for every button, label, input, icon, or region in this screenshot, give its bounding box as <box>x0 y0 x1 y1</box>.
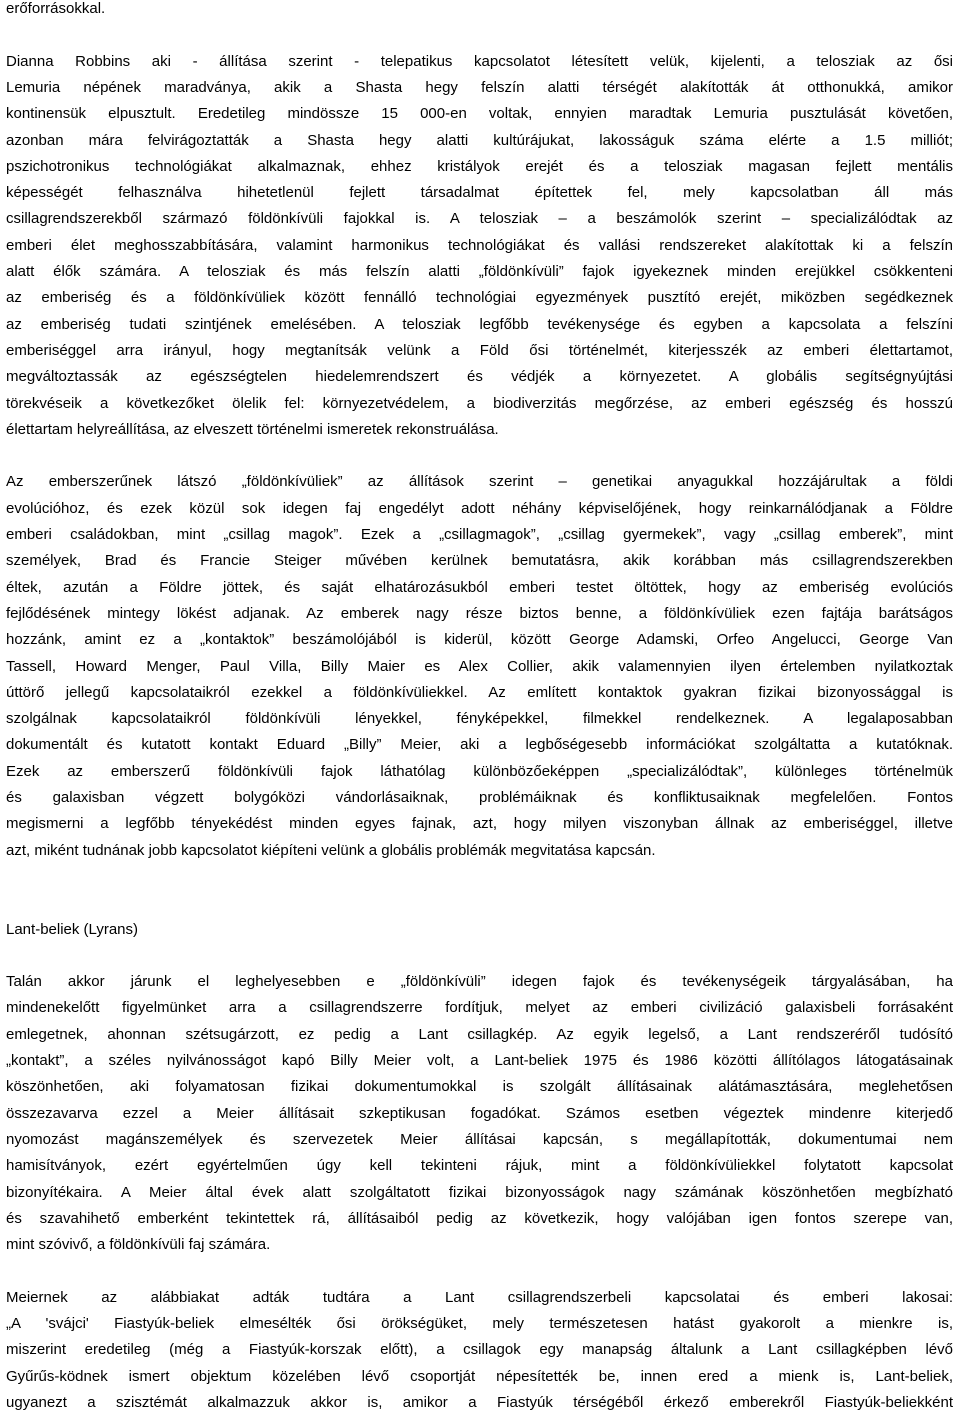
text-line: Lemuria népének maradványa, akik a Shasta hegy felszín alatti térségét alakították át otthonukká, amikor <box>6 78 953 96</box>
text-line: Ezek az emberszerű földönkívüli fajok láthatólag különbözőeképpen „specializálódtak”, különleges történelmük <box>6 762 953 780</box>
text-line: emberiséggel arra irányul, hogy megtanítsák velünk a Föld ősi történelmét, kiterjesszék az emberi élettartamot, <box>6 341 953 359</box>
text-line: „kontakt”, a széles nyilvánosságot kapó Billy Meier volt, a Lant-beliek 1975 és 1986 közötti állítólagos látogatásainak <box>6 1052 953 1069</box>
text-line: Gyűrűs-ködnek ismert objektum közelében lévő csoportját népesítették be, innen ered a mienk is, Lant-beliek, <box>6 1367 953 1385</box>
text-line: „A 'svájci' Fiastyúk-beliek elmesélték ősi örökségüket, mely természetesen hatást gyakorolt a mienkre is, <box>6 1315 953 1332</box>
text-line: hamisítványok, ezért egyértelműen úgy kell tekinteni rájuk, mint a földönkívüliekkel folytatott kapcsolat <box>6 1157 953 1175</box>
text-line: Talán akkor járunk el leghelyesebben e „földönkívüli” idegen fajok és tevékenységeik tárgyalásában, ha <box>6 973 953 991</box>
text-line: köszönhetően, aki folyamatosan fizikai dokumentumokkal is szolgált állításainak alátámasztására, meglehetősen <box>6 1078 953 1096</box>
text-line: azt, miként tudnának jobb kapcsolatot kiépíteni velünk a globális problémák megvitatása kapcsán. <box>6 841 656 859</box>
text-line: azonban mára felvirágoztatták a Shasta hegy alatti kultúrájukat, lakosságuk száma elérte a 1.5 milliót; <box>6 131 953 149</box>
text-line: emberi élet meghosszabbítására, valamint harmonikus technológiákat és vallási rendszereket alakítottak ki a felszín <box>6 236 953 254</box>
text-line: összezavarva ezzel a Meier állításait szkeptikusan fogadókat. Számos esetben végeztek mindenre kiterjedő <box>6 1104 953 1122</box>
text-line: hozzánk, amint ez a „kontaktok” beszámolójából is kiderül, között George Adamski, Orfeo Angelucci, George Van <box>6 631 953 649</box>
text-line: képességét felhasználva hihetetlenül fejlett társadalmat építettek fel, mely kapcsolatban áll más <box>6 184 953 202</box>
text-line: megváltoztassák az egészségtelen hiedelemrendszert és védjék a környezetet. A globális segítségnyújtási <box>6 368 953 386</box>
text-line: éltek, azután a Földre jöttek, és saját elhatározásukból emberi testet öltöttek, hogy az emberiség evolúciós <box>6 578 953 596</box>
text-line: Dianna Robbins aki - állítása szerint - telepatikus kapcsolatot létesített velük, kijelenti, a telosziak az ősi <box>6 52 953 70</box>
text-line: Lant-beliek (Lyrans) <box>6 920 139 938</box>
text-line: és szavahihető emberként tekintettek rá, állításaiból pedig az következik, hogy valójában igen fontos szerepe van, <box>6 1209 953 1227</box>
text-line: kontinensük elpusztult. Eredetileg mindössze 15 000-en voltak, ennyien maradtak Lemuria pusztulását követően, <box>6 105 953 123</box>
text-line: Az emberszerűnek látszó „földönkívüliek” az állítások szerint – genetikai anyagukkal hozzájárultak a földi <box>6 473 953 491</box>
text-line: az emberiség tudati szintjének emelésében. A telosziak legfőbb tevékenysége és egyben a kapcsolata a felszíni <box>6 315 953 333</box>
text-line: Tassell, Howard Menger, Paul Villa, Billy Maier es Alex Collier, akik valamennyien ilyen értelemben nyilatkoztak <box>6 657 953 675</box>
text-line: megismerni a legfőbb tényekédést minden egyes fajnak, azt, hogy milyen viszonyban állnak az emberiséggel, illetve <box>6 815 953 833</box>
text-line: szolgálnak kapcsolataikról földönkívüli lényekkel, fényképekkel, filmekkel rendelkeznek. A legalaposabban <box>6 710 953 728</box>
text-line: személyek, Brad és Francie Steiger művében kerülnek bemutatásra, akik korábban más csillagrendszerekben <box>6 552 953 570</box>
text-line: mint szóvivő, a földönkívüli faj számára. <box>6 1236 271 1254</box>
text-line: élettartam helyreállítása, az elveszett történelmi ismeretek rekonstruálása. <box>6 420 499 438</box>
text-line: emlegetnek, ahonnan szétsugárzott, ez pedig a Lant csillagkép. Az egyik legelső, a Lant rendszeréről tudósító <box>6 1025 953 1043</box>
text-line: dokumentált és kutatott kontakt Eduard „Billy” Meier, aki a legbőségesebb információkat szolgáltatta a kutatóknak. <box>6 736 953 754</box>
text-line: miszerint eredetileg (még a Fiastyúk-korszak előtt), a csillagok egy manapság általunk a Lant csillagképben lévő <box>6 1341 953 1359</box>
text-line: úttörő jellegű kapcsolataikról ezekkel a földönkívüliekkel. Az említett kontaktok gyakran fizikai bizonyossággal is <box>6 683 953 701</box>
text-line: nyomozást magánszemélyek és szervezetek Meier állításai kapcsán, s megállapították, dokumentumai nem <box>6 1130 953 1148</box>
text-line: mindenekelőtt figyelmünket arra a csillagrendszerre fordítjuk, melyet az emberi civilizáció galaxisbeli forrásaként <box>6 999 953 1017</box>
text-line: emberi családokban, mint „csillag magok”. Ezek a „csillagmagok”, „csillag gyermekek”, vagy „csillag emberek”, mint <box>6 526 953 543</box>
text-line: alatt élők számára. A telosziak és más felszín alatti „földönkívüli” fajok igyekeznek minden erejükkel csökkenteni <box>6 263 953 280</box>
text-line: fejlődésének mintegy lökést adjanak. Az emberek nagy része biztos benne, a földönkívüliek ezen fajtája barátságos <box>6 604 953 622</box>
text-line: bizonyítékaira. A Meier által évek alatt szolgáltatott fizikai bizonyosságok nagy számának köszönhetően megbízható <box>6 1183 953 1201</box>
text-line: erőforrásokkal. <box>6 0 106 17</box>
text-line: az emberiség és a földönkívüliek között fennálló technológiai egyezmények pusztító erejét, miközben segédkeznek <box>6 289 953 307</box>
text-line: törekvéseik a következőket ölelik fel: környezetvédelem, a biodiverzitás megőrzése, az emberi egészség és hosszú <box>6 394 953 412</box>
text-line: pszichotronikus technológiákat alkalmaznak, ehhez kristályok erejét és a telosziak magasan fejlett mentális <box>6 157 953 175</box>
text-line: Meiernek az alábbiakat adták tudtára a Lant csillagrendszerbeli kapcsolatai és emberi lakosai: <box>6 1288 953 1306</box>
text-line: és galaxisban végzett bolygóközi vándorlásaiknak, problémáiknak és konfliktusaiknak megfelelően. Fontos <box>6 789 953 806</box>
text-line: csillagrendszerekből származó földönkívüli fajokkal is. A telosziak – a beszámolók szerint – specializálódtak az <box>6 210 953 228</box>
text-line: ugyanezt a szisztémát alkalmazzuk akkor is, amikor a Fiastyúk térségéből érkező emberekről Fiastyúk-beliekként <box>6 1393 953 1411</box>
text-line: evolúcióhoz, és ezek közül sok idegen faj engedélyt adott néhány képviselőjének, hogy reinkarnálódjanak a Földre <box>6 499 953 517</box>
